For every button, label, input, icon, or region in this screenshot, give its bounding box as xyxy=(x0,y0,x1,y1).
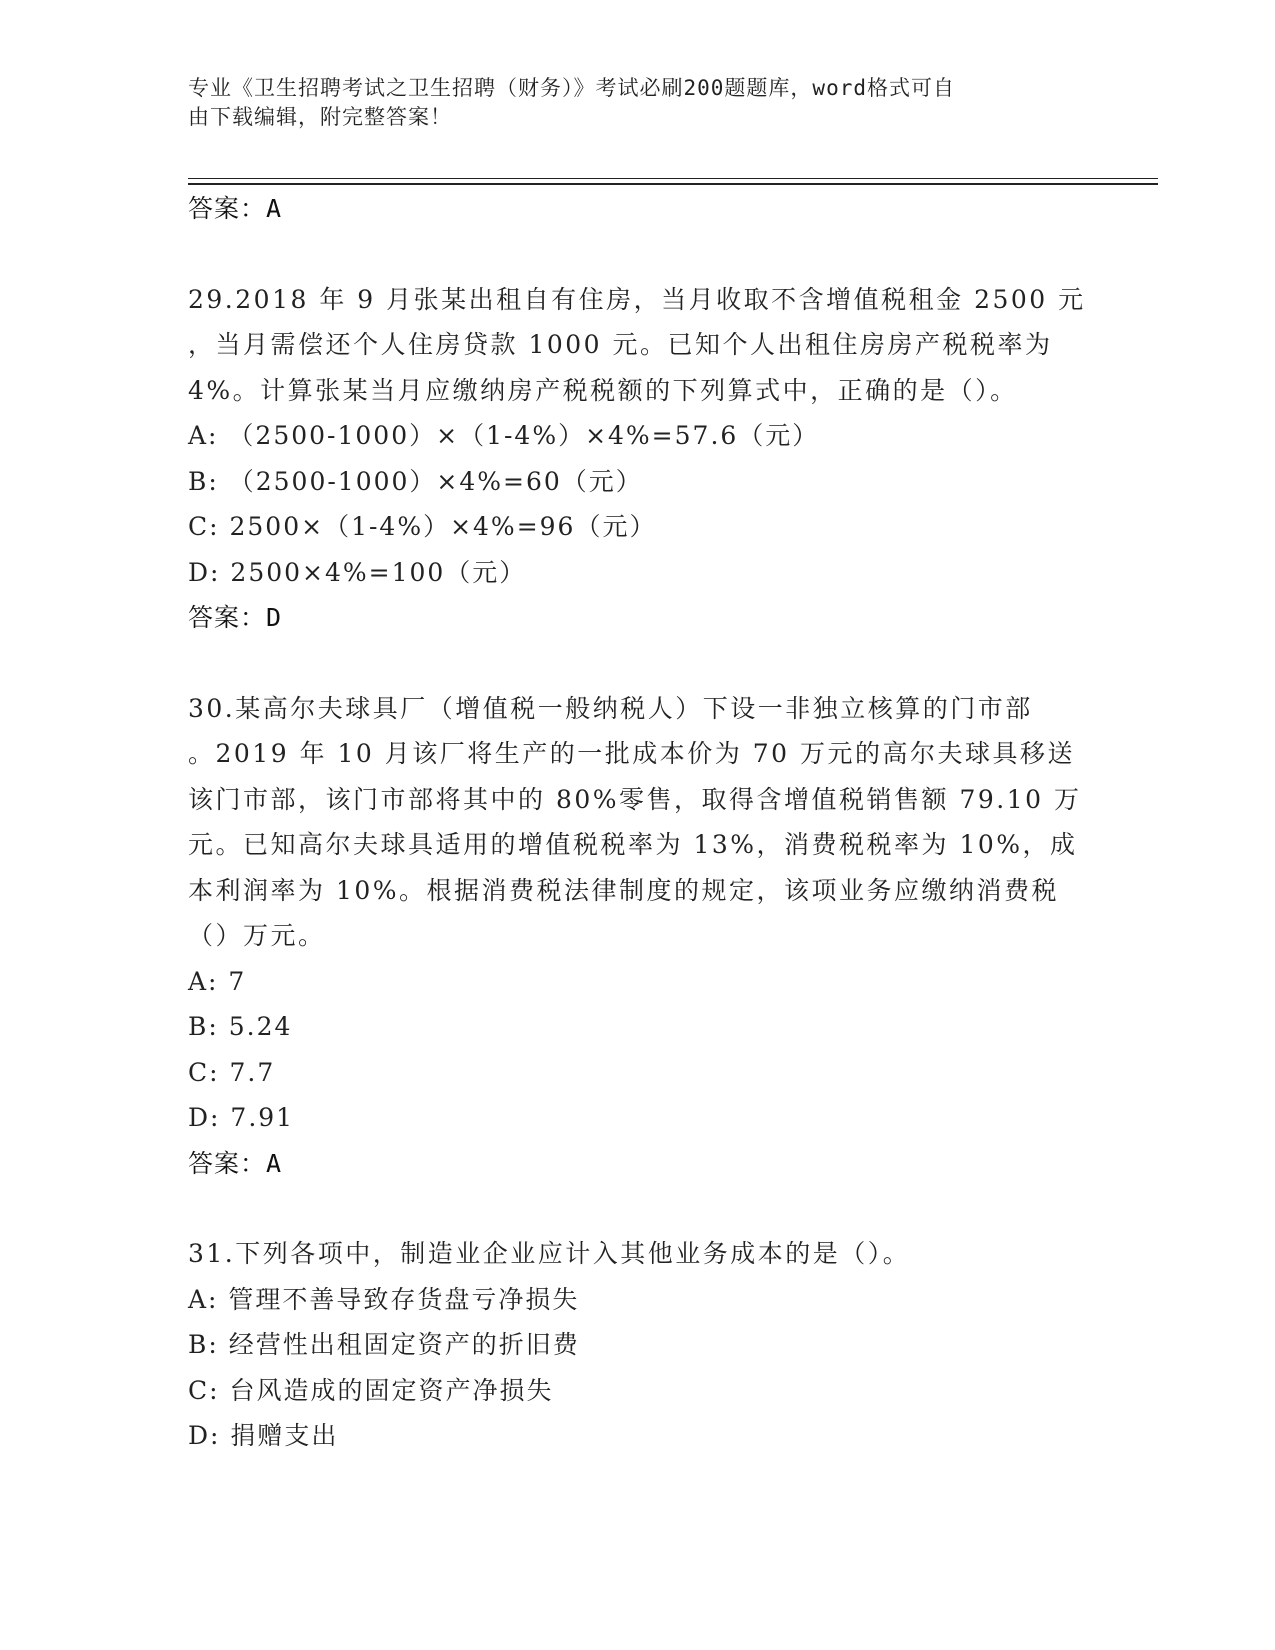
option-a: A: 7 xyxy=(188,966,247,996)
option-d: D: 2500×4%=100（元） xyxy=(188,557,527,587)
question-text-line: ，当月需偿还个人住房贷款 1000 元。已知个人出租住房房产税税率为 xyxy=(188,330,1053,359)
header-rule-thick xyxy=(188,183,1158,185)
answer-28: 答案：A xyxy=(188,194,283,223)
answer-29: 答案：D xyxy=(188,603,283,632)
option-d: D: 7.91 xyxy=(188,1103,295,1132)
option-b: B: 经营性出租固定资产的折旧费 xyxy=(188,1330,580,1359)
question-31 xyxy=(188,1231,1088,1459)
option-a: A: （2500-1000）×（1-4%）×4%=57.6（元） xyxy=(188,421,820,450)
option-b: B: 5.24 xyxy=(188,1012,293,1041)
answer-30: 答案：A xyxy=(188,1148,283,1178)
question-text-line: 该门市部，该门市部将其中的 80%零售，取得含增值税销售额 79.10 万 xyxy=(188,784,1082,814)
spacer xyxy=(188,232,1088,277)
option-d: D: 捐赠支出 xyxy=(188,1421,339,1450)
question-text-line: 本利润率为 10%。根据消费税法律制度的规定，该项业务应缴纳消费税 xyxy=(188,875,1060,905)
question-text-line: 31.下列各项中，制造业企业应计入其他业务成本的是（）。 xyxy=(188,1239,911,1268)
option-c: C: 2500×（1-4%）×4%=96（元） xyxy=(188,512,657,541)
header-line-1: 专业《卫生招聘考试之卫生招聘（财务）》考试必刷200题题库，word格式可自 xyxy=(188,76,955,100)
question-list xyxy=(188,186,1088,1459)
question-29 xyxy=(188,277,1088,641)
question-text-line: 4%。计算张某当月应缴纳房产税税额的下列算式中，正确的是（）。 xyxy=(188,375,1018,405)
question-text-line: 。2019 年 10 月该厂将生产的一批成本价为 70 万元的高尔夫球具移送 xyxy=(188,739,1075,768)
question-text-line: 元。已知高尔夫球具适用的增值税税率为 13%，消费税税率为 10%，成 xyxy=(188,830,1078,859)
page-header xyxy=(188,74,1068,132)
option-c: C: 台风造成的固定资产净损失 xyxy=(188,1375,554,1405)
option-c: C: 7.7 xyxy=(188,1057,276,1087)
option-b: B: （2500-1000）×4%=60（元） xyxy=(188,466,643,496)
question-30 xyxy=(188,686,1088,1187)
spacer xyxy=(188,641,1088,686)
header-rule-thin xyxy=(188,178,1158,179)
question-text-line: （）万元。 xyxy=(188,921,326,950)
header-line-2: 由下载编辑，附完整答案！ xyxy=(188,105,452,129)
option-a: A: 管理不善导致存货盘亏净损失 xyxy=(188,1284,580,1314)
question-text-line: 30.某高尔夫球具厂（增值税一般纳税人）下设一非独立核算的门市部 xyxy=(188,693,1033,723)
spacer xyxy=(188,1186,1088,1231)
question-text-line: 29.2018 年 9 月张某出租自有住房，当月收取不含增值税租金 2500 元 xyxy=(188,284,1086,314)
